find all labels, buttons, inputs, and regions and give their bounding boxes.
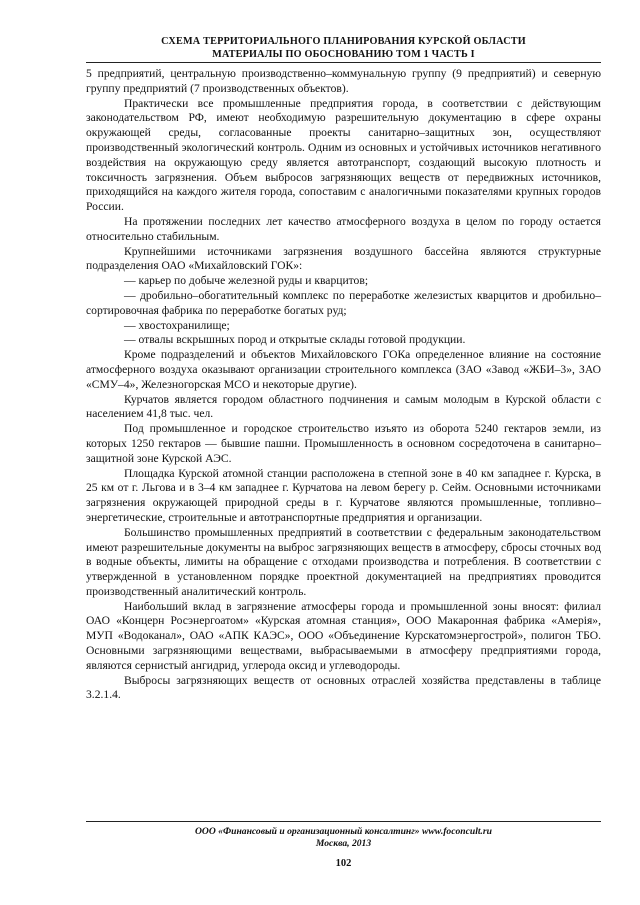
page-header <box>86 36 601 61</box>
list-item: — карьер по добыче железной руды и кварцитов; <box>124 274 369 288</box>
paragraph: На протяжении последних лет качество атмосферного воздуха в целом по городу остается относительно стабильным. <box>86 214 601 243</box>
list-item: — хвостохранилище; <box>124 318 230 332</box>
paragraph: 5 предприятий, центральную производственно–коммунальную группу (9 предприятий) и северную группу предприятий (7 производственных объектов). <box>86 67 601 95</box>
footer-divider <box>86 821 601 822</box>
paragraph: Курчатов является городом областного подчинения и самым молодым в Курской области с населением 41,8 тыс. чел. <box>86 392 601 421</box>
paragraph: Наибольший вклад в загрязнение атмосферы города и промышленной зоны вносят: филиал ОАО «Концерн Росэнергоатом» «Курская атомная станция», ООО Макаронная фабрика «Амерія», МУП «Водоканал», ОАО «АПК КАЭС», ООО «Объединение Курскатомэнергострой», полигон ТБО. Основными загрязняющими веществами, выбрасываемыми в атмосферу предприятиями города, являются сернистый ангидрид, углерода оксид и углеводороды. <box>86 599 601 672</box>
document-body <box>86 67 601 703</box>
paragraph: Большинство промышленных предприятий в соответствии с федеральным законодательством имеют разрешительные документы на выброс загрязняющих веществ в атмосферу, сбросы сточных вод в водные объекты, лимиты на обращение с отходами производства и потребления. В соответствии с утвержденной в установленном порядке проектной документацией на предприятиях проводится производственный аналитический контроль. <box>86 525 601 598</box>
paragraph: Выбросы загрязняющих веществ от основных отраслей хозяйства представлены в таблице 3.2.1.4. <box>86 673 601 702</box>
header-subtitle: МАТЕРИАЛЫ ПО ОБОСНОВАНИЮ ТОМ 1 ЧАСТЬ I <box>212 48 475 60</box>
footer-company: ООО «Финансовый и организационный консалтинг» www.foconcult.ru <box>194 826 493 837</box>
footer-city-year: Москва, 2013 <box>315 838 372 849</box>
paragraph: Площадка Курской атомной станции расположена в степной зоне в 40 км западнее г. Курска, в 25 км от г. Льгова и в 3–4 км западнее г. Курчатова на левом берегу р. Сейм. Основными источниками загрязнения окружающей природной среды в г. Курчатове являются промышленные, топливно–энергетические, строительные и автотранспортные предприятия и организации. <box>86 466 601 524</box>
header-title: СХЕМА ТЕРРИТОРИАЛЬНОГО ПЛАНИРОВАНИЯ КУРСКОЙ ОБЛАСТИ <box>161 36 526 47</box>
paragraph: Крупнейшими источниками загрязнения воздушного бассейна являются структурные подразделения ОАО «Михайловский ГОК»: <box>86 244 601 273</box>
page-footer <box>86 826 601 850</box>
page-number: 102 <box>335 858 352 869</box>
list-item: — отвалы вскрышных пород и открытые склады готовой продукции. <box>124 333 466 347</box>
header-divider <box>86 62 601 63</box>
paragraph: Практически все промышленные предприятия города, в соответствии с действующим законодательством РФ, имеют необходимую разрешительную документацию в сфере охраны окружающей среды, согласованные проекты санитарно–защитных зон, осуществляют производственный экологический контроль. Одним из основных и устойчивых источников негативного воздействия на окружающую среду является автотранспорт, создающий высокую плотность и токсичность загрязнения. Объем выбросов загрязняющих веществ от передвижных источников, приходящийся на каждого жителя города, сопоставим с аналогичными показателями крупных городов России. <box>86 96 601 214</box>
paragraph: Под промышленное и городское строительство изъято из оборота 5240 гектаров земли, из которых 1250 гектаров — бывшие пашни. Промышленность в основном сосредоточена в санитарно–защитной зоне Курской АЭС. <box>86 422 601 465</box>
paragraph: Кроме подразделений и объектов Михайловского ГОКа определенное влияние на состояние атмосферного воздуха оказывают организации строительного комплекса (ЗАО «Завод «ЖБИ–3», ЗАО «СМУ–4», Железногорская МСО и некоторые другие). <box>86 348 601 391</box>
list-item: — дробильно–обогатительный комплекс по переработке железистых кварцитов и дробильно–сортировочная фабрика по переработке богатых руд; <box>86 288 601 317</box>
